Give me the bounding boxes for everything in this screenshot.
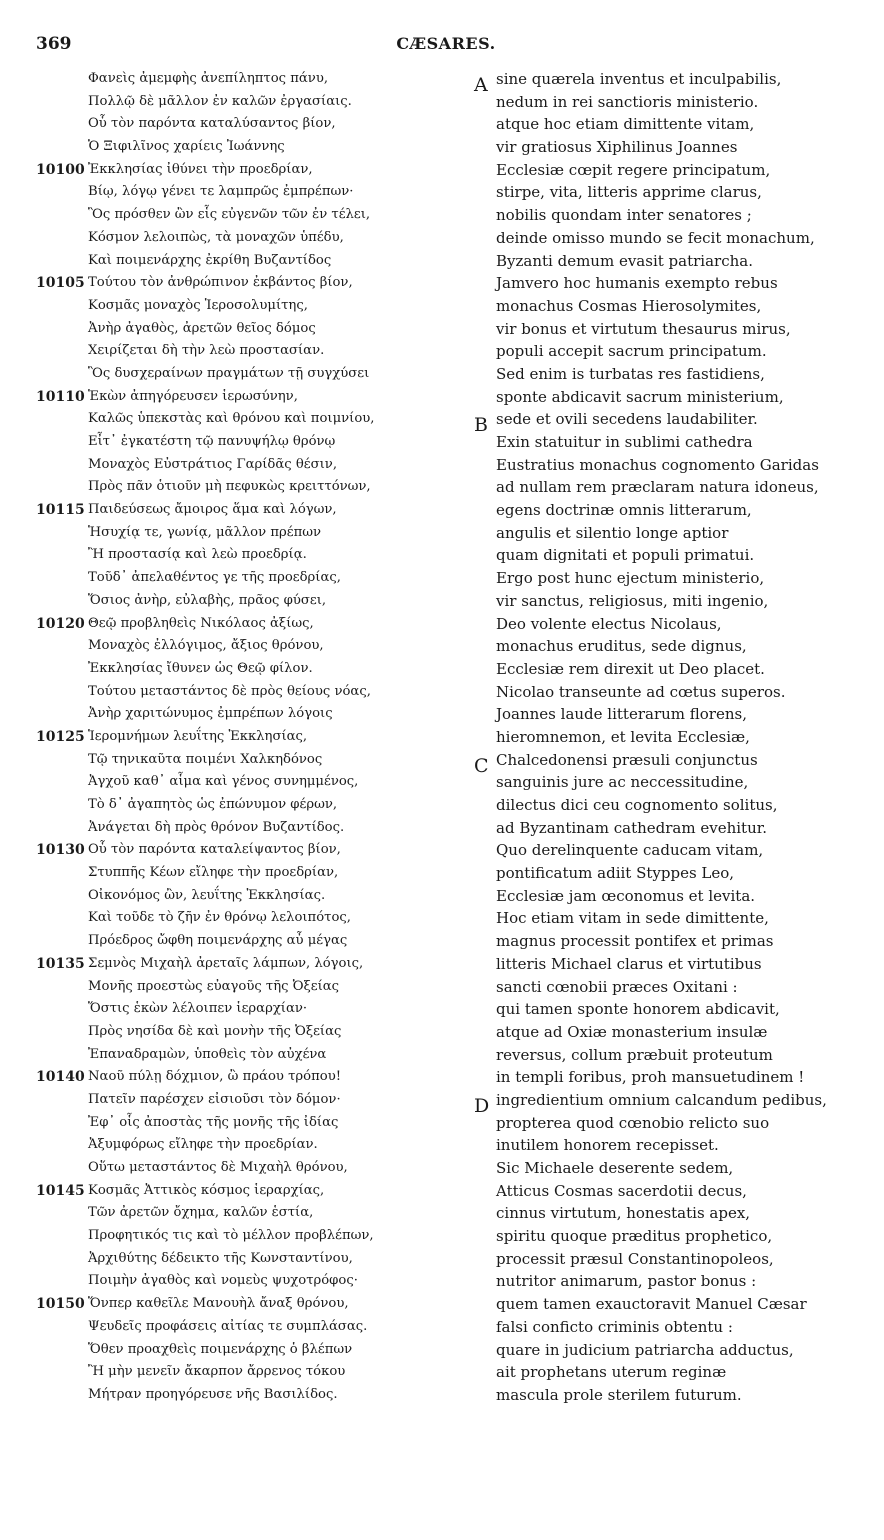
latin-verse-text: ad Byzantinam cathedram evehitur. [496, 818, 768, 837]
latin-line [474, 431, 874, 454]
greek-verse-text: Πρὸς πᾶν ὁτιοῦν μὴ πεφυκὼς κρειττόνων, [88, 479, 371, 495]
greek-line [36, 998, 476, 1021]
greek-line [36, 1180, 476, 1203]
section-marker: C [474, 754, 489, 777]
latin-line [474, 567, 874, 590]
latin-verse-text: Ecclesiæ jam œconomus et levita. [496, 886, 756, 905]
greek-verse-text: Φανεὶς ἀμεμφὴς ἀνεπίληπτος πάνυ, [88, 71, 329, 86]
latin-line [474, 1112, 874, 1135]
latin-verse-text: vir gratiosus Xiphilinus Joannes [496, 138, 738, 157]
greek-line [36, 1112, 476, 1135]
greek-verse-text: Ποιμὴν ἀγαθὸς καὶ νομεὺς ψυχοτρόφος· [88, 1273, 358, 1289]
latin-verse-text: Joannes laude litterarum florens, [496, 705, 747, 724]
latin-line [474, 476, 874, 499]
latin-verse-text: nedum in rei sanctioris ministerio. [496, 92, 759, 111]
greek-line [36, 181, 476, 204]
page-number: 369 [36, 34, 72, 54]
greek-line [36, 1361, 476, 1384]
verse-number: 10120 [36, 615, 85, 632]
greek-line [36, 136, 476, 159]
greek-line [36, 613, 476, 636]
latin-verse-text: Deo volente electus Nicolaus, [496, 614, 722, 633]
latin-line [474, 340, 874, 363]
latin-line [474, 726, 874, 749]
latin-verse-text: in templi foribus, proh mansuetudinem ! [496, 1068, 805, 1087]
latin-line [474, 227, 874, 250]
greek-line [36, 113, 476, 136]
latin-verse-text: processit præsul Constantinopoleos, [496, 1249, 774, 1268]
greek-line [36, 1021, 476, 1044]
running-title: CÆSARES. [396, 34, 496, 53]
latin-line [474, 998, 874, 1021]
verse-number: 10115 [36, 502, 85, 519]
latin-line [474, 136, 874, 159]
greek-verse-text: Ὅστις ἑκὼν λέλοιπεν ἱεραρχίαν· [88, 1001, 308, 1017]
greek-verse-text: Οὕτω μεταστάντος δὲ Μιχαὴλ θρόνου, [88, 1160, 348, 1175]
greek-verse-text: Τὸ δ᾽ ἀγαπητὸς ὡς ἐπώνυμον φέρων, [88, 797, 338, 812]
latin-line [474, 613, 874, 636]
greek-line [36, 1316, 476, 1339]
latin-verse-text: vir sanctus, religiosus, miti ingenio, [496, 591, 769, 610]
greek-column [36, 68, 476, 1407]
latin-verse-text: ad nullam rem præclaram natura idoneus, [496, 478, 819, 497]
greek-line [36, 1339, 476, 1362]
latin-verse-text: monachus Cosmas Hierosolymites, [496, 296, 762, 315]
greek-verse-text: Κοσμᾶς Ἀττικὸς κόσμος ἱεραρχίας, [88, 1182, 325, 1198]
greek-verse-text: Ὁ Ξιφιλῖνος χαρίεις Ἰωάννης [88, 139, 285, 155]
greek-verse-text: Κόσμον λελοιπὼς, τὰ μοναχῶν ὑπέδυ, [88, 229, 344, 245]
latin-verse-text: nobilis quondam inter senatores ; [496, 206, 752, 225]
latin-line [474, 318, 874, 341]
greek-line [36, 1157, 476, 1180]
greek-verse-text: Τοῦδ᾽ ἀπελαθέντος γε τῆς προεδρίας, [88, 570, 341, 586]
latin-line [474, 590, 874, 613]
latin-line [474, 272, 874, 295]
greek-line [36, 431, 476, 454]
latin-line [474, 681, 874, 704]
latin-line [474, 1044, 874, 1067]
greek-verse-text: Παιδεύσεως ἄμοιρος ἅμα καὶ λόγων, [88, 502, 337, 518]
latin-verse-text: Exin statuitur in sublimi cathedra [496, 433, 753, 451]
greek-line [36, 522, 476, 545]
greek-line [36, 976, 476, 999]
greek-line [36, 771, 476, 794]
greek-verse-text: Ἐκκλησίας ἴθυνεν ὡς Θεῷ φίλον. [88, 660, 313, 676]
latin-line [474, 68, 874, 96]
greek-verse-text: Ὅνπερ καθεῖλε Μανουὴλ ἄναξ θρόνου, [88, 1296, 349, 1312]
greek-line [36, 907, 476, 930]
greek-verse-text: Τῶν ἀρετῶν ὄχημα, καλῶν ἑστία, [88, 1205, 314, 1221]
greek-verse-text: Ἀνάγεται δὴ πρὸς θρόνον Βυζαντίδος. [88, 819, 345, 835]
greek-line [36, 681, 476, 704]
greek-line [36, 544, 476, 567]
greek-verse-text: Μοναχὸς ἐλλόγιμος, ἄξιος θρόνου, [88, 638, 324, 654]
latin-verse-text: pontificatum adiit Styppes Leo, [496, 864, 735, 883]
greek-line [36, 658, 476, 681]
latin-verse-text: quem tamen exauctoravit Manuel Cæsar [496, 1295, 807, 1314]
latin-line [474, 953, 874, 976]
greek-line [36, 953, 476, 976]
latin-line [474, 1157, 874, 1180]
latin-verse-text: Sed enim is turbatas res fastidiens, [496, 364, 765, 383]
latin-line [474, 885, 874, 908]
latin-verse-text: monachus eruditus, sede dignus, [496, 637, 747, 656]
latin-column [474, 68, 874, 1407]
latin-verse-text: Byzanti demum evasit patriarcha. [496, 251, 753, 270]
greek-line [36, 726, 476, 749]
latin-line [474, 1270, 874, 1293]
greek-verse-text: Ἀγχοῦ καθ᾽ αἷμα καὶ γένος συνημμένος, [88, 774, 359, 790]
latin-line [474, 1225, 874, 1248]
verse-number: 10100 [36, 161, 85, 178]
greek-line [36, 68, 476, 91]
latin-line [474, 976, 874, 999]
verse-number: 10105 [36, 275, 85, 292]
greek-line [36, 567, 476, 590]
section-marker: A [474, 74, 488, 96]
verse-number: 10150 [36, 1296, 85, 1313]
latin-line [474, 113, 874, 136]
latin-verse-text: cinnus virtutum, honestatis apex, [496, 1204, 751, 1223]
latin-line [474, 1180, 874, 1203]
greek-line [36, 204, 476, 227]
latin-verse-text: spiritu quoque præditus prophetico, [496, 1227, 773, 1246]
greek-verse-text: Σεμνὸς Μιχαὴλ ἀρεταῖς λάμπων, λόγοις, [88, 955, 364, 971]
latin-line [474, 295, 874, 318]
latin-verse-text: stirpe, vita, litteris apprime clarus, [496, 183, 762, 202]
latin-verse-text: reversus, collum præbuit proteutum [496, 1045, 773, 1064]
greek-verse-text: Χειρίζεται δὴ τὴν λεὼ προστασίαν. [88, 343, 325, 359]
latin-line [474, 159, 874, 182]
latin-verse-text: Jamvero hoc humanis exempto rebus [496, 274, 778, 293]
greek-verse-text: Προφητικός τις καὶ τὸ μέλλον προβλέπων, [88, 1228, 374, 1244]
latin-line [474, 1248, 874, 1271]
latin-verse-text: Chalcedonensi præsuli conjunctus [496, 750, 758, 769]
greek-line [36, 318, 476, 341]
latin-verse-text: Sic Michaele deserente sedem, [496, 1159, 734, 1177]
greek-line [36, 1134, 476, 1157]
greek-verse-text: Οἰκονόμος ὢν, λευΐτης Ἐκκλησίας. [88, 887, 326, 903]
greek-verse-text: Ἀνὴρ ἀγαθὸς, ἀρετῶν θεῖος δόμος [88, 320, 316, 336]
greek-line [36, 1225, 476, 1248]
latin-verse-text: egens doctrinæ omnis litterarum, [496, 501, 752, 520]
greek-line [36, 272, 476, 295]
greek-line [36, 1270, 476, 1293]
greek-verse-text: Ἀξυμφόρως εἴληφε τὴν προεδρίαν. [88, 1137, 318, 1153]
greek-line [36, 363, 476, 386]
latin-verse-text: litteris Michael clarus et virtutibus [496, 954, 762, 973]
latin-verse-text: Eustratius monachus cognomento Garidas [496, 455, 819, 474]
latin-verse-text: sancti cœnobii præces Oxitani : [496, 977, 738, 996]
latin-line [474, 544, 874, 567]
greek-verse-text: Πρὸς νησίδα δὲ καὶ μονὴν τῆς Ὀξείας [88, 1023, 342, 1039]
latin-line [474, 635, 874, 658]
latin-verse-text: ingredientium omnium calcandum pedibus, [496, 1090, 827, 1109]
latin-verse-text: vir bonus et virtutum thesaurus mirus, [496, 319, 791, 338]
greek-line [36, 250, 476, 273]
greek-verse-text: Ἢ προστασίᾳ καὶ λεὼ προεδρίᾳ. [88, 547, 307, 563]
latin-line [474, 91, 874, 114]
greek-verse-text: Θεῷ προβληθεὶς Νικόλαος ἀξίως, [88, 615, 314, 631]
latin-line [474, 1316, 874, 1339]
latin-verse-text: populi accepit sacrum principatum. [496, 342, 767, 361]
section-marker: B [474, 414, 488, 437]
latin-verse-text: nutritor animarum, pastor bonus : [496, 1272, 757, 1291]
latin-line [474, 181, 874, 204]
greek-line [36, 295, 476, 318]
greek-verse-text: Ναοῦ πύλῃ δόχμιον, ὢ πράου τρόπου! [88, 1069, 342, 1085]
greek-verse-text: Ὅθεν προαχθεὶς ποιμενάρχης ὁ βλέπων [88, 1341, 353, 1357]
latin-verse-text: ait prophetans uterum reginæ [496, 1363, 727, 1382]
latin-verse-text: quare in judicium patriarcha adductus, [496, 1340, 794, 1359]
latin-verse-text: quam dignitati et populi primatui. [496, 546, 755, 565]
greek-line [36, 386, 476, 409]
latin-line [474, 454, 874, 477]
greek-line [36, 227, 476, 250]
latin-line [474, 363, 874, 386]
verse-number: 10140 [36, 1069, 85, 1086]
latin-line [474, 204, 874, 227]
latin-verse-text: deinde omisso mundo se fecit monachum, [496, 228, 815, 247]
latin-verse-text: dilectus dici ceu cognomento solitus, [496, 796, 778, 814]
greek-line [36, 159, 476, 182]
greek-verse-text: Ἡσυχίᾳ τε, γωνίᾳ, μᾶλλον πρέπων [88, 524, 322, 540]
latin-verse-text: magnus processit pontifex et primas [496, 932, 774, 951]
greek-verse-text: Τούτου τὸν ἀνθρώπινον ἐκβάντος βίον, [88, 275, 353, 291]
greek-line [36, 862, 476, 885]
greek-verse-text: Μήτραν προηγόρευσε νῆς Βασιλίδος. [88, 1386, 338, 1402]
greek-line [36, 1293, 476, 1316]
latin-line [474, 499, 874, 522]
greek-line [36, 749, 476, 772]
greek-verse-text: Ὅσιος ἀνὴρ, εὐλαβὴς, πρᾶος φύσει, [88, 592, 327, 608]
latin-line [474, 1021, 874, 1044]
greek-verse-text: Καὶ ποιμενάρχης ἐκρίθη Βυζαντίδος [88, 252, 332, 268]
greek-verse-text: Ἱερομνήμων λευΐτης Ἐκκλησίας, [88, 728, 308, 744]
greek-line [36, 930, 476, 953]
greek-verse-text: Πρόεδρος ὤφθη ποιμενάρχης αὖ μέγας [88, 933, 348, 949]
latin-line [474, 386, 874, 409]
latin-verse-text: sine quærela inventus et inculpabilis, [496, 70, 782, 88]
greek-line [36, 1248, 476, 1271]
greek-verse-text: Στυππῆς Κέων εἴληφε τὴν προεδρίαν, [88, 865, 339, 881]
greek-verse-text: Ἐφ᾽ οἷς ἀποστὰς τῆς μονῆς τῆς ἰδίας [88, 1114, 339, 1130]
greek-verse-text: Οὗ τὸν παρόντα καταλείψαντος βίον, [88, 842, 341, 858]
verse-number: 10135 [36, 955, 85, 972]
greek-verse-text: Τῷ τηνικαῦτα ποιμένι Χαλκηδόνος [88, 751, 323, 767]
greek-line [36, 794, 476, 817]
latin-line [474, 658, 874, 681]
greek-verse-text: Ἐκκλησίας ἰθύνει τὴν προεδρίαν, [88, 161, 313, 177]
greek-verse-text: Μονῆς προεστὼς εὐαγοῦς τῆς Ὀξείας [88, 978, 340, 994]
greek-line [36, 590, 476, 613]
page-header [36, 34, 856, 56]
greek-verse-text: Καλῶς ὑπεκστὰς καὶ θρόνου καὶ ποιμνίου, [88, 411, 375, 427]
latin-verse-text: sede et ovili secedens laudabiliter. [496, 410, 758, 429]
greek-line [36, 408, 476, 431]
latin-verse-text: sanguinis jure ac neccessitudine, [496, 773, 749, 792]
latin-line [474, 1202, 874, 1225]
latin-verse-text: atque ad Oxiæ monasterium insulæ [496, 1022, 768, 1041]
greek-verse-text: Πολλῷ δὲ μᾶλλον ἐν καλῶν ἐργασίαις. [88, 93, 352, 109]
latin-verse-text: sponte abdicavit sacrum ministerium, [496, 387, 784, 406]
latin-line [474, 1089, 874, 1117]
greek-verse-text: Ἐπαναδραμὼν, ὑποθεὶς τὸν αὐχένα [88, 1046, 327, 1062]
latin-line [474, 522, 874, 545]
latin-line [474, 907, 874, 930]
latin-verse-text: Quo derelinquente caducam vitam, [496, 841, 764, 860]
latin-line [474, 1384, 874, 1407]
greek-verse-text: Πατεῖν παρέσχεν εἰσιοῦσι τὸν δόμον· [88, 1091, 341, 1107]
latin-verse-text: propterea quod cœnobio relicto suo [496, 1113, 770, 1132]
greek-line [36, 340, 476, 363]
greek-line [36, 1089, 476, 1112]
greek-line [36, 91, 476, 114]
greek-verse-text: Μοναχὸς Εὐστράτιος Γαρίδᾶς θέσιν, [88, 456, 338, 472]
latin-verse-text: Ecclesiæ rem direxit ut Deo placet. [496, 659, 765, 678]
greek-verse-text: Εἶτ᾽ ἐγκατέστη τῷ πανυψήλῳ θρόνῳ [88, 434, 336, 449]
latin-line [474, 703, 874, 726]
latin-verse-text: falsi conficto criminis obtentu : [496, 1317, 733, 1336]
greek-verse-text: Βίῳ, λόγῳ γένει τε λαμπρῶς ἐμπρέπων· [88, 184, 354, 200]
latin-line [474, 1066, 874, 1089]
latin-line [474, 1361, 874, 1384]
greek-line [36, 703, 476, 726]
latin-line [474, 250, 874, 273]
latin-line [474, 862, 874, 885]
section-marker: D [474, 1094, 490, 1117]
verse-number: 10145 [36, 1182, 85, 1199]
latin-verse-text: qui tamen sponte honorem abdicavit, [496, 1000, 780, 1019]
verse-number: 10125 [36, 728, 85, 745]
greek-line [36, 1044, 476, 1067]
latin-verse-text: Atticus Cosmas sacerdotii decus, [496, 1181, 747, 1200]
greek-verse-text: Ψευδεῖς προφάσεις αἰτίας τε συμπλάσας. [88, 1318, 368, 1334]
latin-verse-text: Ergo post hunc ejectum ministerio, [496, 569, 765, 588]
greek-line [36, 635, 476, 658]
greek-verse-text: Οὗ τὸν παρόντα καταλύσαντος βίον, [88, 116, 336, 132]
greek-line [36, 1202, 476, 1225]
greek-line [36, 885, 476, 908]
greek-line [36, 499, 476, 522]
latin-line [474, 1293, 874, 1316]
latin-line [474, 1339, 874, 1362]
latin-verse-text: Hoc etiam vitam in sede dimittente, [496, 909, 769, 928]
latin-line [474, 930, 874, 953]
latin-verse-text: Ecclesiæ cœpit regere principatum, [496, 160, 771, 179]
greek-line [36, 454, 476, 477]
greek-line [36, 839, 476, 862]
latin-line [474, 817, 874, 840]
greek-line [36, 817, 476, 840]
greek-verse-text: Ὃς πρόσθεν ὢν εἷς εὐγενῶν τῶν ἐν τέλει, [88, 207, 371, 223]
greek-verse-text: Ἢ μὴν μενεῖν ἄκαρπον ἄρρενος τόκου [88, 1364, 346, 1380]
greek-verse-text: Ἀνὴρ χαριτώνυμος ἐμπρέπων λόγοις [88, 706, 333, 722]
greek-verse-text: Ὃς δυσχεραίνων πραγμάτων τῇ συγχύσει [88, 365, 370, 381]
latin-verse-text: Nicolao transeunte ad cœtus superos. [496, 682, 786, 701]
latin-line [474, 771, 874, 794]
greek-verse-text: Ἀρχιθύτης δέδεικτο τῆς Κωνσταντίνου, [88, 1250, 353, 1266]
greek-line [36, 476, 476, 499]
latin-line [474, 794, 874, 817]
greek-line [36, 1384, 476, 1407]
greek-line [36, 1066, 476, 1089]
greek-verse-text: Τούτου μεταστάντος δὲ πρὸς θείους νόας, [88, 683, 371, 699]
latin-line [474, 749, 874, 777]
latin-verse-text: inutilem honorem recepisset. [496, 1136, 719, 1155]
greek-verse-text: Κοσμᾶς μοναχὸς Ἱεροσολυμίτης, [88, 297, 308, 313]
latin-line [474, 839, 874, 862]
greek-verse-text: Καὶ τοῦδε τὸ ζῆν ἐν θρόνῳ λελοιπότος, [88, 910, 351, 926]
latin-verse-text: mascula prole sterilem futurum. [496, 1385, 742, 1404]
latin-verse-text: hieromnemon, et levita Ecclesiæ, [496, 727, 750, 746]
greek-verse-text: Ἑκὼν ἀπηγόρευσεν ἱερωσύνην, [88, 388, 298, 404]
verse-number: 10110 [36, 388, 85, 405]
latin-line [474, 408, 874, 437]
latin-verse-text: angulis et silentio longe aptior [496, 523, 729, 542]
latin-line [474, 1134, 874, 1157]
verse-number: 10130 [36, 842, 85, 859]
latin-verse-text: atque hoc etiam dimittente vitam, [496, 115, 755, 134]
